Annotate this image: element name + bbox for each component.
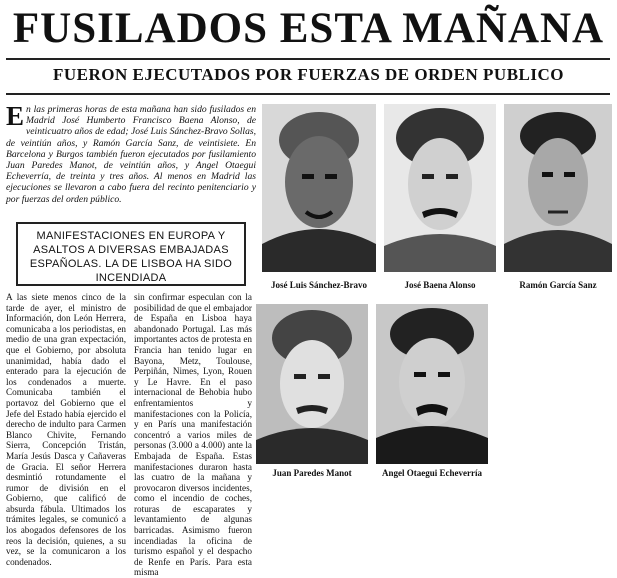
lede-paragraph xyxy=(6,101,256,205)
photo-baena-alonso xyxy=(384,104,496,272)
caption-baena-alonso: José Baena Alonso xyxy=(404,280,476,290)
lede-text: n las primeras horas de esta mañana han sido fusilados en Madrid José Humberto Francisco Baena Alonso, de veinticuatro años de edad; José Luis Sánchez-Bravo Sollas, de veintiún años, y Ramón García Sanz, de veintisiete. En Barcelona y Burgos también fueron ejecutados por fusilamiento Juan Paredes Manot, de veintiún años, y Angel Otaegui Echeverría, de treinta y tres años. Al menos en Madrid las ejecuciones se llevaron a cabo fuera del recinto penitenciario y por fuerzas del orden público. xyxy=(6,104,256,205)
photo-sanchez-bravo xyxy=(262,104,376,272)
headline-rule xyxy=(6,58,610,60)
manifestaciones-box: MANIFESTACIONES EN EUROPA Y ASALTOS A DIVERSAS EMBAJADAS ESPAÑOLAS. LA DE LISBOA HA SIDO INCENDIADA xyxy=(16,222,246,286)
caption-sanchez-bravo: José Luis Sánchez-Bravo xyxy=(270,280,367,290)
drop-cap: E xyxy=(6,101,25,131)
caption-paredes-manot: Juan Paredes Manot xyxy=(272,468,352,478)
article-column-2: sin confirmar especulan con la posibilidad de que el embajador de España en Lisboa haya abandonado Portugal. Las más importantes actos de protesta en Francia han tenido lugar en Bayona, Metz, Toulouse, Perpiñán, Nimes, Lyon, Rouen y Le Havre. En el paso internacional de Behobia hubo enfrentamientos y manifestaciones con la Policía, y en París una manifestación concentró a varios miles de personas (3.000 a 4.000) ante la Embajada de España. Estas manifestaciones duraron hasta las cuatro de la mañana y provocaron diversos incidentes, como el incendio de coches, roturas de escaparates y levantamiento de algunas barricadas. Asimismo fueron incendiadas la oficina de turismo español y el despacho de Renfe en París. Para esta misma xyxy=(134,292,252,578)
photo-otaegui-echeverria xyxy=(376,304,488,464)
headline: FUSILADOS ESTA MAÑANA xyxy=(12,5,605,52)
photo-paredes-manot xyxy=(256,304,368,464)
subheadline-rule xyxy=(6,93,610,95)
caption-garcia-sanz: Ramón García Sanz xyxy=(519,280,597,290)
article-column-1: A las siete menos cinco de la tarde de ayer, el ministro de Información, don León Herrera, comunicaba a los periodistas, en medio de una gran expectación, que el Gobierno, por absoluta unanimidad, había dado el enterado para la ejecución de los condenados a muerte. Comunicaba también el portavoz del Gobierno que el Jefe del Estado había ejercido el derecho de indulto para Carmen Blanco Chivite, Fernando Sierra, Concepción Tristán, María Jesús Dasca y Cañaveras de Gracia. El señor Herrera desmintió rotundamente el rumor de división en el Gobierno, que calificó de absurda fábula. Ultimados los trámites legales, se comunicó a los abogados defensores de los reos la decisión, quienes, a su vez, se la comunicaron a los condenados. xyxy=(6,292,126,567)
caption-otaegui-echeverria: Angel Otaegui Echeverría xyxy=(382,468,482,478)
photo-garcia-sanz xyxy=(504,104,612,272)
subheadline: FUERON EJECUTADOS POR FUERZAS DE ORDEN PUBLICO xyxy=(52,65,564,84)
